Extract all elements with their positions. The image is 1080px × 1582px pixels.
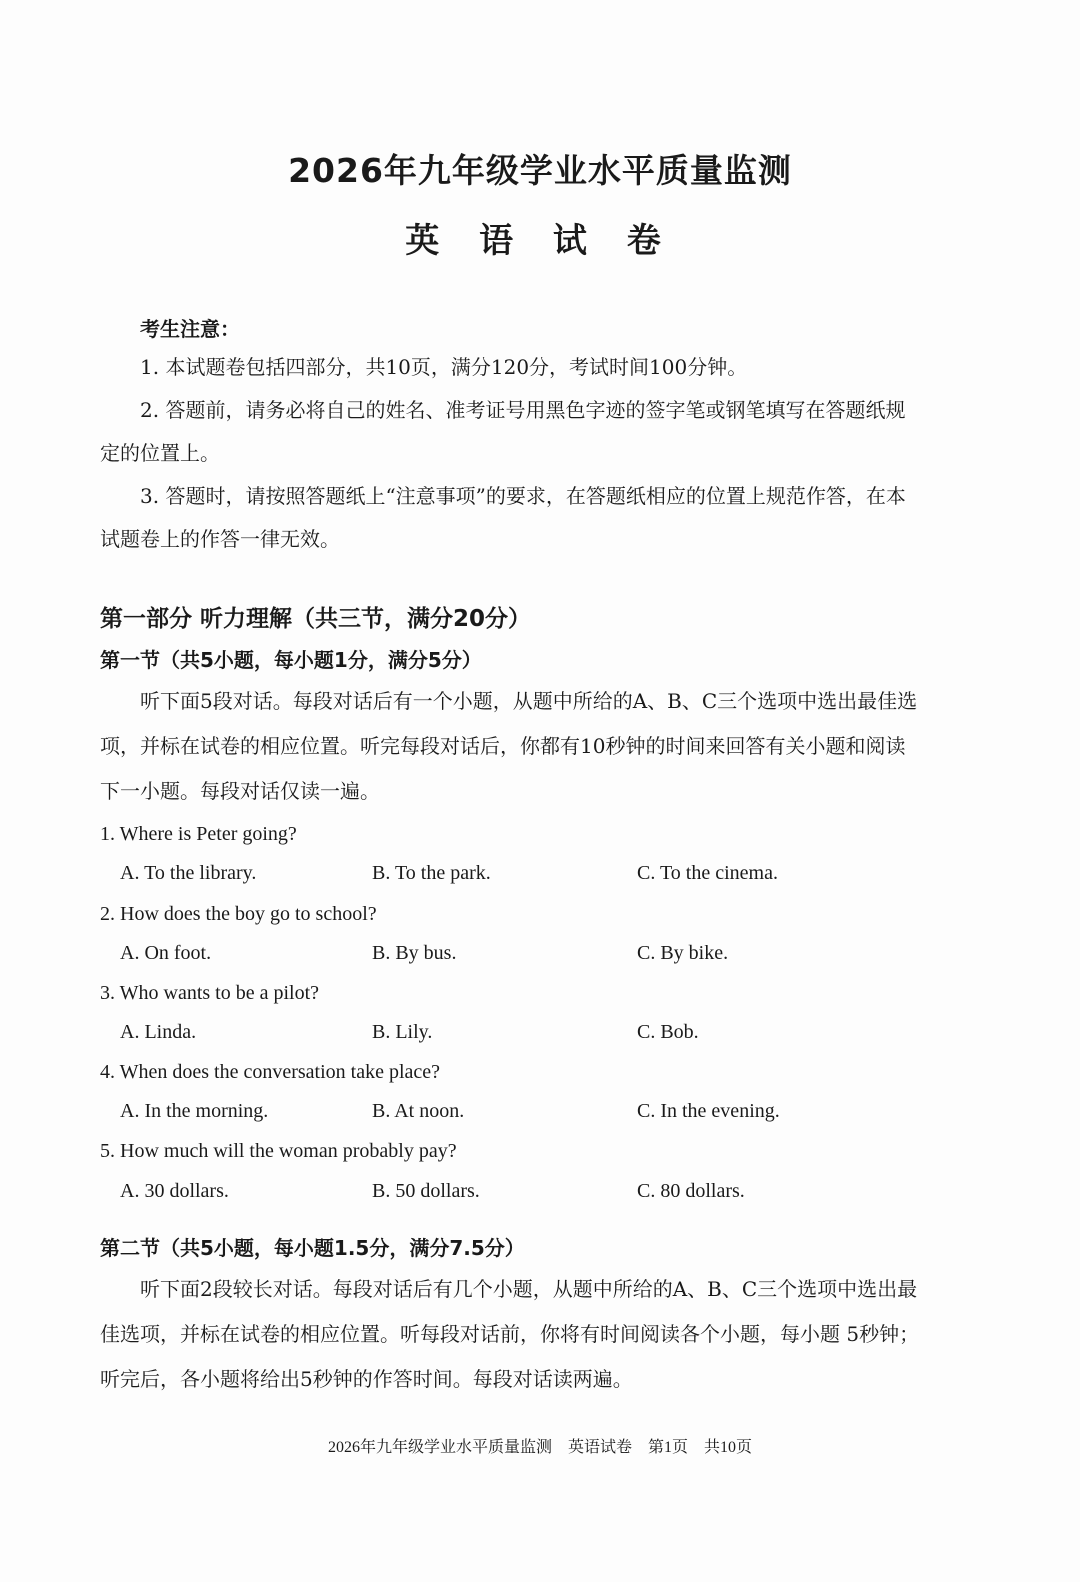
question-3-option-a: A. Linda. xyxy=(120,1021,197,1043)
question-5-option-b: B. 50 dollars. xyxy=(372,1180,480,1202)
section2-heading: 第二节（共5小题，每小题1.5分，满分7.5分） xyxy=(100,1236,525,1260)
question-2: 2. How does the boy go to school? xyxy=(100,903,377,925)
footer-page-number: 第1页 xyxy=(648,1439,689,1456)
question-4-option-c: C. In the evening. xyxy=(637,1100,780,1122)
question-5: 5. How much will the woman probably pay? xyxy=(100,1140,457,1162)
footer-exam-name: 2026年九年级学业水平质量监测 xyxy=(327,1439,552,1456)
notice-heading: 考生注意： xyxy=(140,317,240,341)
question-1: 1. Where is Peter going? xyxy=(100,823,297,845)
question-3-option-b: B. Lily. xyxy=(372,1021,433,1043)
question-4-option-a: A. In the morning. xyxy=(120,1100,269,1122)
notice-item-3: 3. 答题时，请按照答题纸上“注意事项”的要求，在答题纸相应的位置上规范作答，在本试题卷上的作答一律无效。 xyxy=(100,484,906,551)
section1-instructions: 听下面5段对话。每段对话后有一个小题，从题中所给的A、B、C三个选项中选出最佳选项，并标在试卷的相应位置。听完每段对话后，你都有10秒钟的时间来回答有关小题和阅读下一小题。每段对话仅读一遍。 xyxy=(100,689,918,803)
question-3-option-c: C. Bob. xyxy=(637,1021,699,1043)
question-5-option-a: A. 30 dollars. xyxy=(120,1180,229,1202)
part1-heading: 第一部分 听力理解（共三节，满分20分） xyxy=(100,606,532,632)
footer-subject: 英语试卷 xyxy=(567,1439,632,1456)
section2-instructions: 听下面2段较长对话。每段对话后有几个小题，从题中所给的A、B、C三个选项中选出最佳选项，并标在试卷的相应位置。听每段对话前，你将有时间阅读各个小题，每小题 5秒钟；听完后，各小题将给出5秒钟的作答时间。每段对话读两遍。 xyxy=(100,1277,920,1391)
notice-item-2: 2. 答题前，请务必将自己的姓名、准考证号用黑色字迹的签字笔或钢笔填写在答题纸规定的位置上。 xyxy=(100,398,906,465)
question-2-option-a: A. On foot. xyxy=(120,942,212,964)
section1-heading: 第一节（共5小题，每小题1分，满分5分） xyxy=(100,648,482,672)
question-4: 4. When does the conversation take place? xyxy=(100,1061,441,1083)
question-2-option-c: C. By bike. xyxy=(637,942,729,964)
question-1-option-b: B. To the park. xyxy=(372,862,491,884)
question-3: 3. Who wants to be a pilot? xyxy=(100,982,320,1004)
question-4-option-b: B. At noon. xyxy=(372,1100,465,1122)
exam-title: 2026年九年级学业水平质量监测 xyxy=(288,151,792,190)
notice-item-1: 1. 本试题卷包括四部分，共10页，满分120分，考试时间100分钟。 xyxy=(140,355,748,379)
question-1-option-a: A. To the library. xyxy=(120,862,257,884)
page-footer xyxy=(0,1434,1080,1457)
exam-subject-title: 英 语 试 卷 xyxy=(405,221,675,261)
question-2-option-b: B. By bus. xyxy=(372,942,457,964)
footer-total-pages: 共10页 xyxy=(704,1439,753,1456)
question-5-option-c: C. 80 dollars. xyxy=(637,1180,745,1202)
question-1-option-c: C. To the cinema. xyxy=(637,862,778,884)
